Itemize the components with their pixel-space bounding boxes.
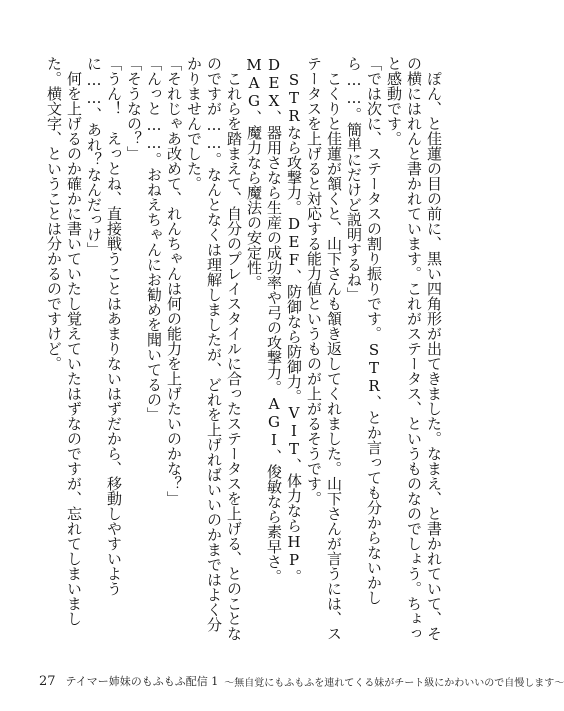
- dialogue-line: 「んっと……。おねえちゃんにお勧めを聞いてるの」: [145, 56, 163, 422]
- paragraph: 「では次に、ステータスの割り振りです。STR、とか言っても分からないかしら……。簡単にだけど説明するね」: [345, 56, 383, 605]
- page-number: 27: [39, 673, 56, 689]
- vertical-body-text: [45, 56, 444, 646]
- paragraph: これらを踏まえて、自分のプレイスタイルに合ったステータスを上げる、とのことなのですが……。なんとなくは理解しましたが、どれを上げればいいのかまではよく分かりませんでした。: [185, 56, 243, 641]
- body-text-block: [45, 56, 444, 646]
- dialogue-line: 「それじゃあ改めて、れんちゃんは何の能力を上げたいのかな？」: [165, 56, 183, 506]
- paragraph: STRなら攻撃力。DEF、防御なら防御力。VIT、体力ならHP。DEX、器用さなら生産の成功率や弓の攻撃力。AGI、俊敏なら素早さ。MAG、魔力なら魔法の安定性。: [245, 56, 303, 584]
- paragraph: 何を上げるのか確かに書いていたし覚えていたはずなのですが、忘れてしまいました。横文字、ということは分かるのですけど。: [45, 56, 83, 626]
- dialogue-line: 「うん！ えっとね、直接戦うことはあまりないはずだから、移動しやすいように……、あれ？なんだっけ」: [85, 56, 123, 596]
- book-title: テイマー姉妹のもふもふ配信 1: [65, 675, 219, 688]
- paragraph: ぽん、と佳蓮の目の前に、黒い四角形が出てきました。なまえ、と書かれていて、その横にはれんと書かれています。これがステータス、というものなのでしょう。ちょっと感動です。: [385, 56, 443, 641]
- dialogue-line: 「そうなの？」: [125, 56, 143, 161]
- page-footer: [39, 671, 564, 691]
- paragraph: こくりと佳蓮が頷くと、山下さんも頷き返してくれました。山下さんが言うには、ステータスを上げると対応する能力値というものが上がるそうです。: [305, 56, 343, 641]
- book-subtitle: ～無自覚にもふもふを連れてくる妹がチート級にかわいいので自慢します～: [224, 677, 564, 689]
